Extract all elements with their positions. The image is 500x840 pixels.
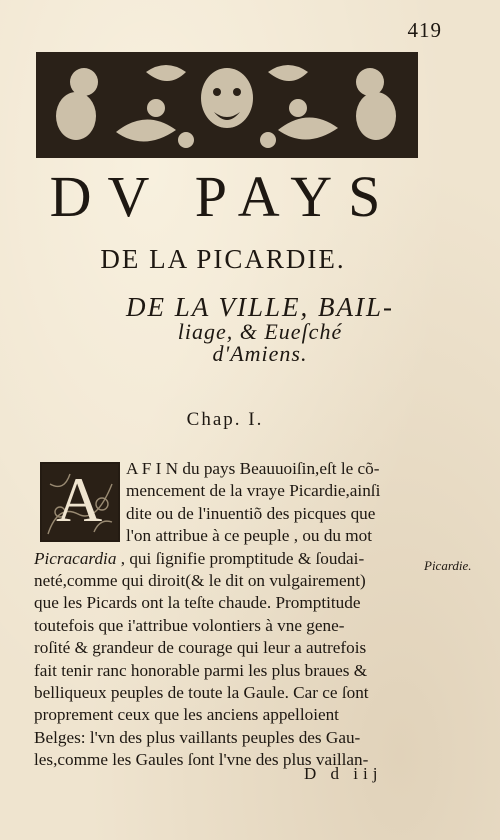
section-heading-line-1: DE LA VILLE, BAIL- (125, 292, 394, 322)
title-subtitle: DE LA PICARDIE. (100, 244, 346, 274)
section-heading-line-3: d'Amiens. (212, 341, 308, 366)
body-line-text: mencement de la vraye Picardie,ainſi (126, 481, 381, 501)
body-line (34, 525, 424, 547)
body-line (34, 637, 424, 659)
page-number: 419 (407, 18, 442, 42)
body-line-text: les,comme les Gaules ſont l'vne des plus vaillan- (34, 750, 369, 770)
body-line (34, 727, 424, 749)
body-line (34, 592, 424, 614)
body-line-text: proprement ceux que les anciens appelloient (34, 705, 339, 725)
body-line-text: A F I N du pays Beauuoiſin,eſt le cõ- (126, 459, 380, 478)
body-line-text: l'on attribue à ce peuple , ou du mot (126, 526, 373, 546)
body-line (34, 480, 424, 502)
body-line-text: roſité & grandeur de courage qui leur a autrefois (34, 638, 367, 658)
body-line-text: Belges: l'vn des plus vaillants peuples des Gau- (34, 727, 361, 747)
section-heading (60, 294, 460, 365)
body-line (34, 682, 424, 704)
body-line (34, 660, 424, 682)
body-line (34, 704, 424, 726)
body-line (34, 570, 424, 592)
body-line-text: dite ou de l'inuentiõ des picques que (126, 503, 376, 523)
body-line-text: neté,comme qui diroit(& le dit on vulgairement) (34, 571, 366, 591)
body-line (34, 615, 424, 637)
body-line-text: toutefois que i'attribue volontiers à vne gene- (34, 615, 345, 635)
drop-cap-letter: A (56, 464, 103, 535)
body-line-text: belliqueux peuples de toute la Gaule. Car ce ſont (34, 683, 369, 703)
chapter-heading: Chap. I. (186, 409, 264, 430)
body-line (34, 503, 424, 525)
title-main: DV PAYS (49, 164, 397, 229)
body-line-text: que les Picards ont la teſte chaude. Promptitude (34, 593, 361, 613)
marginal-note: Picardie. (424, 558, 472, 573)
body-text (34, 458, 424, 772)
section-heading-line-2: liage, & Eueſché (177, 319, 343, 344)
body-line-italic-word: Picracardia (34, 548, 117, 568)
body-line (34, 458, 424, 480)
body-line-text: , qui ſignifie promptitude & ſoudai- (116, 548, 365, 568)
signature-mark: D d iij (304, 764, 383, 783)
ornamental-headpiece (36, 52, 418, 158)
body-line (34, 548, 424, 570)
body-line-text: fait tenir ranc honorable parmi les plus braues & (34, 660, 368, 680)
